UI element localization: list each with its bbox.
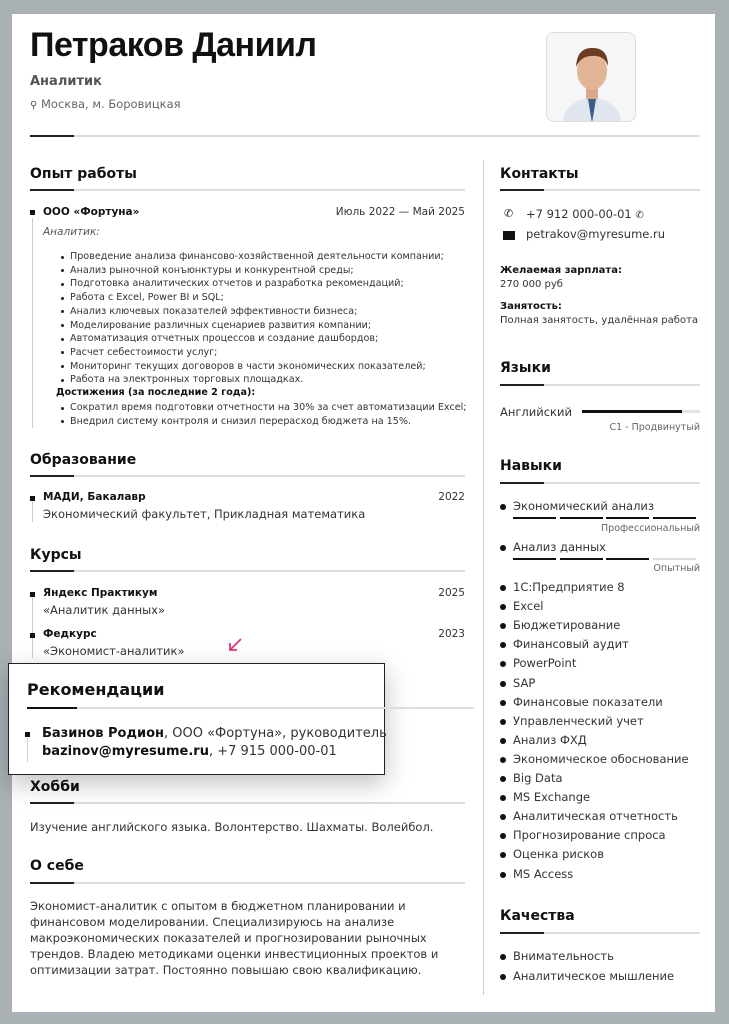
skill-item: Экономический анализ (500, 499, 654, 513)
section-heading-qualities: Качества (500, 908, 575, 924)
section-heading-experience: Опыт работы (30, 166, 137, 182)
section-underline (500, 384, 700, 386)
contact-phone[interactable]: +7 912 000-00-01 ✆ (526, 207, 644, 221)
salary-label: Желаемая зарплата: (500, 265, 622, 276)
job-dates: Июль 2022 — Май 2025 (335, 206, 465, 218)
skill-level-segment (513, 558, 556, 560)
skill-level-segment (606, 558, 649, 560)
phone-icon: ✆ (504, 207, 514, 220)
company-name: ООО «Фортуна» (43, 206, 140, 218)
language-level: C1 - Продвинутый (609, 422, 700, 433)
section-underline (500, 189, 700, 191)
skill-item: SAP (500, 676, 535, 690)
whatsapp-icon: ✆ (635, 210, 644, 221)
list-item: Расчет себестоимости услуг; (60, 346, 444, 360)
section-heading-hobby: Хобби (30, 779, 80, 795)
skill-item: Управленческий учет (500, 714, 644, 728)
list-item: Мониторинг текущих договоров в части экономических показателей; (60, 360, 444, 374)
skill-level-segment (606, 517, 649, 519)
profile-photo (546, 32, 636, 122)
candidate-name: Петраков Даниил (30, 26, 317, 64)
timeline-marker (30, 210, 35, 215)
quality-item: Внимательность (500, 949, 614, 963)
skill-item: Экономическое обоснование (500, 752, 689, 766)
skill-level-segment (653, 517, 696, 519)
recommendations-popup (8, 663, 385, 775)
arrow-down-left-icon (226, 636, 244, 658)
list-item: Внедрил систему контроля и снизил перерасход бюджета на 15%. (60, 415, 467, 429)
section-underline (500, 482, 700, 484)
about-line: трендов. Владею методиками оценки инвестиционных проектов и (30, 947, 439, 961)
course-year: 2025 (438, 587, 465, 599)
achievements-list (60, 401, 467, 428)
skill-item: Анализ данных (500, 540, 606, 554)
header-divider (30, 135, 700, 137)
about-line: финансовом моделировании. Специализируюсь на анализе (30, 915, 395, 929)
language-level-bar (582, 410, 700, 413)
recommender-phone: , +7 915 000-00-01 (208, 744, 337, 759)
timeline-marker (30, 633, 35, 638)
contact-email[interactable]: petrakov@myresume.ru (526, 227, 666, 241)
about-line: макроэкономических показателей и прогнозировании рыночных (30, 931, 427, 945)
course-org: Яндекс Практикум (43, 587, 158, 599)
section-underline (30, 882, 465, 884)
duties-list (60, 250, 444, 387)
skill-item: Big Data (500, 771, 563, 785)
section-heading-about: О себе (30, 858, 84, 874)
recommender-name: Базинов Родион (42, 726, 164, 741)
section-heading-education: Образование (30, 452, 137, 468)
skill-level-segment (560, 558, 603, 560)
list-item: Автоматизация отчетных процессов и создание дашбордов; (60, 332, 444, 346)
section-underline (30, 189, 465, 191)
list-item: Подготовка аналитических отчетов и разработка рекомендаций; (60, 277, 444, 291)
salary-value: 270 000 руб (500, 279, 563, 290)
skill-level-segment (653, 558, 696, 560)
timeline-line (32, 218, 33, 428)
language-name: Английский (500, 405, 572, 419)
skill-item: Прогнозирование спроса (500, 828, 666, 842)
achievements-heading: Достижения (за последние 2 года): (56, 387, 256, 398)
recommendation-entry (42, 725, 387, 761)
skill-level-segment (560, 517, 603, 519)
skill-item: PowerPoint (500, 656, 576, 670)
skill-level: Опытный (653, 563, 700, 574)
skill-item: Excel (500, 599, 543, 613)
about-line: Экономист-аналитик с опытом в бюджетном планировании и (30, 899, 406, 913)
list-item: Проведение анализа финансово-хозяйственной деятельности компании; (60, 250, 444, 264)
skill-item: Анализ ФХД (500, 733, 587, 747)
timeline-line (32, 500, 33, 522)
timeline-marker (30, 496, 35, 501)
recommender-company: , ООО «Фортуна», руководитель (164, 726, 387, 741)
map-pin-icon: ⚲ (30, 100, 38, 111)
location: ⚲ Москва, м. Боровицкая (30, 97, 181, 111)
course-year: 2023 (438, 628, 465, 640)
quality-item: Аналитическое мышление (500, 969, 674, 983)
education-year: 2022 (438, 491, 465, 503)
list-item: Сократил время подготовки отчетности на 30% за счет автоматизации Excel; (60, 401, 467, 415)
recommender-email[interactable]: bazinov@myresume.ru (42, 744, 209, 759)
timeline-marker (30, 592, 35, 597)
column-divider (483, 160, 484, 995)
skill-level: Профессиональный (601, 523, 700, 534)
section-heading-courses: Курсы (30, 547, 82, 563)
skill-item: Финансовый аудит (500, 637, 629, 651)
section-heading-skills: Навыки (500, 458, 562, 474)
list-item: Работа с Excel, Power BI и SQL; (60, 291, 444, 305)
list-item: Анализ ключевых показателей эффективности бизнеса; (60, 305, 444, 319)
section-heading-recommendations: Рекомендации (27, 680, 165, 699)
section-heading-languages: Языки (500, 360, 551, 376)
list-item: Работа на электронных торговых площадках. (60, 373, 444, 387)
about-text (30, 898, 438, 978)
skill-item: Финансовые показатели (500, 695, 663, 709)
timeline-marker (25, 732, 30, 737)
course-name: «Экономист-аналитик» (43, 644, 185, 658)
timeline-line (32, 596, 33, 658)
about-line: оптимизации затрат. Постоянно повышаю свою квалификацию. (30, 963, 422, 977)
employment-label: Занятость: (500, 301, 562, 312)
list-item: Анализ рыночной конъюнктуры и конкурентной среды; (60, 264, 444, 278)
skill-item: MS Exchange (500, 790, 590, 804)
course-name: «Аналитик данных» (43, 603, 166, 617)
education-details: Экономический факультет, Прикладная математика (43, 507, 366, 521)
list-item: Моделирование различных сценариев развития компании; (60, 319, 444, 333)
skill-item: Бюджетирование (500, 618, 620, 632)
course-org: Федкурс (43, 628, 97, 640)
skill-item: MS Access (500, 867, 573, 881)
section-underline (27, 707, 474, 709)
school-name: МАДИ, Бакалавр (43, 491, 146, 503)
candidate-title: Аналитик (30, 74, 102, 89)
skill-item: 1С:Предприятие 8 (500, 580, 625, 594)
skill-level-segment (513, 517, 556, 519)
email-icon (503, 231, 515, 240)
hobby-text: Изучение английского языка. Волонтерство. Шахматы. Волейбол. (30, 820, 434, 834)
skill-item: Аналитическая отчетность (500, 809, 678, 823)
timeline-line (27, 738, 28, 762)
section-underline (30, 475, 465, 477)
skill-item: Оценка рисков (500, 847, 604, 861)
section-heading-contacts: Контакты (500, 166, 579, 182)
section-underline (30, 570, 465, 572)
section-underline (30, 802, 465, 804)
section-underline (500, 932, 700, 934)
job-position: Аналитик: (43, 226, 100, 238)
employment-value: Полная занятость, удалённая работа (500, 315, 699, 326)
language-level-fill (582, 410, 682, 413)
